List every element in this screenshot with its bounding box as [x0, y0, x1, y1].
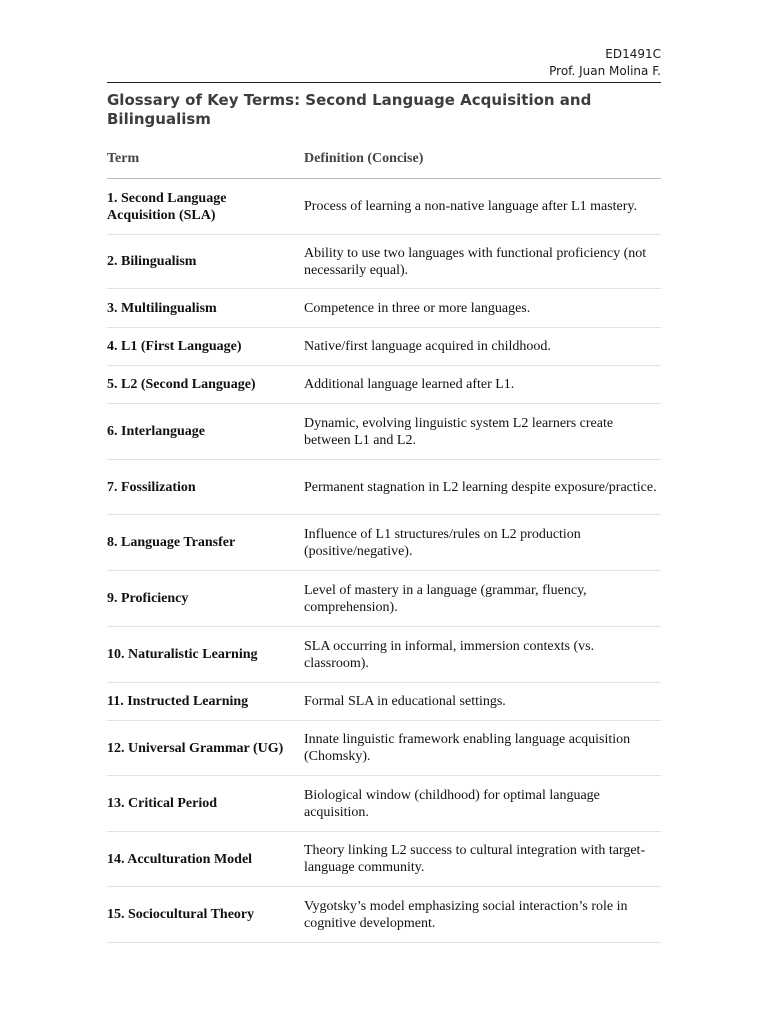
table-row	[107, 887, 661, 943]
definition-cell: Additional language learned after L1.	[304, 377, 515, 392]
course-code: ED1491C	[605, 47, 661, 61]
table-row	[107, 404, 661, 460]
table-header-row	[107, 140, 661, 179]
term-cell: 5. L2 (Second Language)	[107, 377, 256, 392]
table-row	[107, 289, 661, 328]
definition-cell: Ability to use two languages with functional proficiency (not necessarily equal).	[304, 245, 647, 278]
definition-cell: Permanent stagnation in L2 learning despite exposure/practice.	[304, 479, 657, 495]
term-cell: 11. Instructed Learning	[107, 694, 249, 709]
glossary-table	[107, 140, 661, 943]
definition-cell: Theory linking L2 success to cultural integration with target-language community.	[304, 843, 646, 875]
definition-cell: Native/first language acquired in childhood.	[304, 339, 551, 354]
definition-cell: Vygotsky’s model emphasizing social interaction’s role in cognitive development.	[304, 898, 628, 931]
table-row	[107, 627, 661, 683]
definition-cell: Process of learning a non-native language after L1 mastery.	[304, 199, 638, 214]
term-cell: 12. Universal Grammar (UG)	[107, 740, 284, 756]
term-cell: 9. Proficiency	[107, 591, 189, 606]
header-divider	[107, 82, 661, 83]
term-cell: 3. Multilingualism	[107, 300, 217, 316]
term-cell: 10. Naturalistic Learning	[107, 647, 258, 662]
term-cell: 4. L1 (First Language)	[107, 339, 242, 354]
term-cell: 14. Acculturation Model	[107, 851, 253, 867]
term-cell: 1. Second Language Acquisition (SLA)	[107, 190, 227, 223]
column-header-definition: Definition (Concise)	[304, 151, 424, 166]
term-cell: 13. Critical Period	[107, 796, 218, 811]
definition-cell: Dynamic, evolving linguistic system L2 learners create between L1 and L2.	[304, 415, 614, 448]
definition-cell: Competence in three or more languages.	[304, 300, 531, 316]
table-row	[107, 832, 661, 887]
table-row	[107, 328, 661, 366]
definition-cell: Formal SLA in educational settings.	[304, 694, 506, 709]
definition-cell: SLA occurring in informal, immersion contexts (vs. classroom).	[304, 638, 595, 671]
column-header-term: Term	[107, 151, 140, 166]
page-header	[549, 46, 661, 80]
term-cell: 7. Fossilization	[107, 479, 196, 495]
table-row	[107, 515, 661, 571]
table-row	[107, 721, 661, 776]
document-title: Glossary of Key Terms: Second Language Acquisition and Bilingualism	[107, 91, 592, 128]
table-row	[107, 179, 661, 235]
definition-cell: Biological window (childhood) for optimal language acquisition.	[304, 787, 600, 820]
term-cell: 15. Sociocultural Theory	[107, 907, 255, 922]
table-row	[107, 235, 661, 289]
table-row	[107, 460, 661, 515]
table-row	[107, 571, 661, 627]
definition-cell: Level of mastery in a language (grammar, fluency, comprehension).	[304, 582, 587, 615]
term-cell: 2. Bilingualism	[107, 254, 197, 269]
table-row	[107, 776, 661, 832]
term-cell: 8. Language Transfer	[107, 535, 236, 550]
table-row	[107, 366, 661, 404]
table-row	[107, 683, 661, 721]
definition-cell: Innate linguistic framework enabling language acquisition (Chomsky).	[304, 732, 631, 764]
professor-name: Prof. Juan Molina F.	[549, 64, 661, 78]
definition-cell: Influence of L1 structures/rules on L2 production (positive/negative).	[304, 526, 581, 559]
term-cell: 6. Interlanguage	[107, 424, 205, 439]
